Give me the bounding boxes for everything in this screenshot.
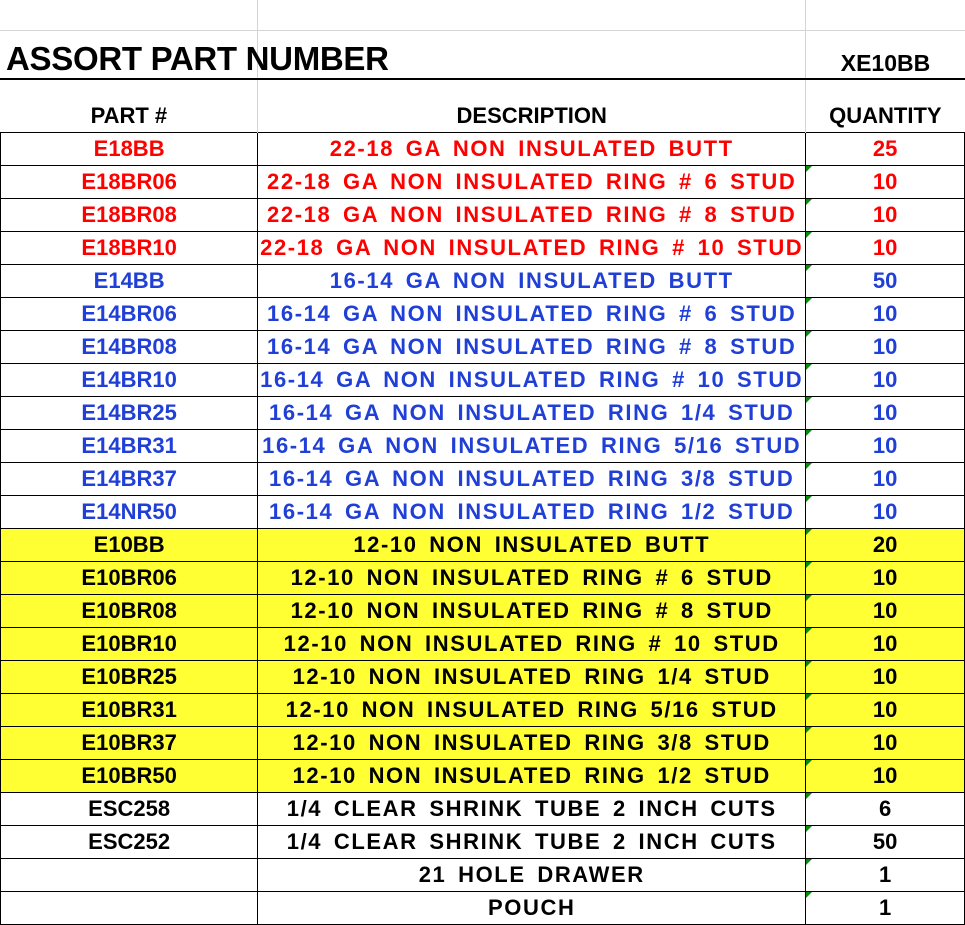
quantity-value: 10 — [872, 334, 898, 359]
quantity-cell[interactable] — [806, 496, 965, 529]
quantity-value: 1 — [878, 862, 892, 887]
part-number-cell[interactable]: E18BR06 — [1, 166, 258, 199]
part-number-cell[interactable]: E10BR06 — [1, 562, 258, 595]
quantity-cell[interactable] — [806, 397, 965, 430]
quantity-value: 10 — [872, 466, 898, 491]
table-row — [1, 331, 965, 364]
quantity-cell[interactable] — [806, 859, 965, 892]
quantity-cell[interactable] — [806, 727, 965, 760]
quantity-cell[interactable] — [806, 529, 965, 562]
number-stored-as-text-indicator-icon — [806, 430, 812, 436]
quantity-cell[interactable] — [806, 364, 965, 397]
number-stored-as-text-indicator-icon — [806, 562, 812, 568]
description-cell[interactable]: 12-10 NON INSULATED BUTT — [258, 529, 806, 562]
quantity-value: 10 — [872, 697, 898, 722]
quantity-cell[interactable] — [806, 265, 965, 298]
quantity-value: 6 — [878, 796, 892, 821]
quantity-cell[interactable] — [806, 463, 965, 496]
quantity-cell[interactable] — [806, 298, 965, 331]
quantity-cell[interactable] — [806, 826, 965, 859]
part-number-cell[interactable]: E18BR08 — [1, 199, 258, 232]
part-number-cell[interactable]: E18BB — [1, 133, 258, 166]
quantity-cell[interactable] — [806, 760, 965, 793]
table-row — [1, 430, 965, 463]
table-row — [1, 397, 965, 430]
quantity-cell[interactable] — [806, 793, 965, 826]
quantity-cell[interactable] — [806, 430, 965, 463]
description-cell[interactable]: 12-10 NON INSULATED RING # 6 STUD — [258, 562, 806, 595]
table-row — [1, 265, 965, 298]
quantity-value: 1 — [878, 895, 892, 920]
quantity-cell[interactable] — [806, 694, 965, 727]
title-underline — [0, 78, 965, 80]
part-number-cell[interactable]: E18BR10 — [1, 232, 258, 265]
description-cell[interactable]: 22-18 GA NON INSULATED RING # 10 STUD — [258, 232, 806, 265]
table-row — [1, 826, 965, 859]
quantity-value: 10 — [872, 730, 898, 755]
quantity-cell[interactable] — [806, 133, 965, 166]
part-number-cell[interactable]: E14BR08 — [1, 331, 258, 364]
number-stored-as-text-indicator-icon — [806, 793, 812, 799]
description-cell[interactable]: 12-10 NON INSULATED RING # 10 STUD — [258, 628, 806, 661]
number-stored-as-text-indicator-icon — [806, 265, 812, 271]
number-stored-as-text-indicator-icon — [806, 364, 812, 370]
quantity-value: 10 — [872, 367, 898, 392]
table-row — [1, 298, 965, 331]
number-stored-as-text-indicator-icon — [806, 661, 812, 667]
quantity-value: 50 — [872, 268, 898, 293]
table-row — [1, 760, 965, 793]
number-stored-as-text-indicator-icon — [806, 199, 812, 205]
part-number-header: PART # — [1, 99, 258, 133]
description-cell[interactable]: 12-10 NON INSULATED RING 1/2 STUD — [258, 760, 806, 793]
description-cell[interactable]: 1/4 CLEAR SHRINK TUBE 2 INCH CUTS — [258, 826, 806, 859]
description-cell[interactable]: 22-18 GA NON INSULATED RING # 8 STUD — [258, 199, 806, 232]
number-stored-as-text-indicator-icon — [806, 463, 812, 469]
description-cell[interactable]: 16-14 GA NON INSULATED RING # 8 STUD — [258, 331, 806, 364]
part-number-cell[interactable]: E14BR31 — [1, 430, 258, 463]
part-number-cell[interactable]: E14BR10 — [1, 364, 258, 397]
table-row — [1, 463, 965, 496]
quantity-value: 10 — [872, 565, 898, 590]
part-number-cell[interactable]: E14BR25 — [1, 397, 258, 430]
part-number-cell[interactable]: ESC252 — [1, 826, 258, 859]
description-cell[interactable]: 12-10 NON INSULATED RING # 8 STUD — [258, 595, 806, 628]
quantity-cell[interactable] — [806, 232, 965, 265]
quantity-cell[interactable] — [806, 661, 965, 694]
parts-table — [0, 99, 965, 925]
description-cell[interactable]: 12-10 NON INSULATED RING 1/4 STUD — [258, 661, 806, 694]
part-number-cell[interactable]: E10BB — [1, 529, 258, 562]
quantity-value: 50 — [872, 829, 898, 854]
quantity-value: 10 — [872, 763, 898, 788]
quantity-value: 10 — [872, 631, 898, 656]
description-cell[interactable]: 16-14 GA NON INSULATED RING 3/8 STUD — [258, 463, 806, 496]
part-number-cell[interactable]: E14BR37 — [1, 463, 258, 496]
description-header: DESCRIPTION — [258, 99, 806, 133]
table-row — [1, 661, 965, 694]
quantity-header: QUANTITY — [806, 99, 965, 133]
number-stored-as-text-indicator-icon — [806, 595, 812, 601]
number-stored-as-text-indicator-icon — [806, 628, 812, 634]
sheet-title: ASSORT PART NUMBER — [6, 40, 389, 77]
quantity-value: 10 — [872, 499, 898, 524]
description-cell[interactable]: 12-10 NON INSULATED RING 5/16 STUD — [258, 694, 806, 727]
number-stored-as-text-indicator-icon — [806, 760, 812, 766]
table-row — [1, 529, 965, 562]
table-row — [1, 364, 965, 397]
part-number-cell[interactable]: E14BR06 — [1, 298, 258, 331]
part-number-cell[interactable]: E10BR25 — [1, 661, 258, 694]
quantity-value: 10 — [872, 202, 898, 227]
description-cell[interactable]: POUCH — [258, 892, 806, 925]
table-row — [1, 496, 965, 529]
quantity-value: 10 — [872, 169, 898, 194]
table-row — [1, 199, 965, 232]
part-number-cell[interactable] — [1, 892, 258, 925]
quantity-value: 10 — [872, 400, 898, 425]
description-cell[interactable]: 16-14 GA NON INSULATED RING # 10 STUD — [258, 364, 806, 397]
table-row — [1, 628, 965, 661]
table-row — [1, 232, 965, 265]
description-cell[interactable]: 21 HOLE DRAWER — [258, 859, 806, 892]
table-row — [1, 694, 965, 727]
number-stored-as-text-indicator-icon — [806, 727, 812, 733]
part-number-cell[interactable]: E10BR50 — [1, 760, 258, 793]
quantity-value: 25 — [872, 136, 898, 161]
description-cell[interactable]: 22-18 GA NON INSULATED BUTT — [258, 133, 806, 166]
description-cell[interactable]: 16-14 GA NON INSULATED RING 1/4 STUD — [258, 397, 806, 430]
number-stored-as-text-indicator-icon — [806, 529, 812, 535]
table-row — [1, 892, 965, 925]
quantity-value: 10 — [872, 433, 898, 458]
number-stored-as-text-indicator-icon — [806, 826, 812, 832]
description-cell[interactable]: 12-10 NON INSULATED RING 3/8 STUD — [258, 727, 806, 760]
number-stored-as-text-indicator-icon — [806, 694, 812, 700]
header-row — [1, 99, 965, 133]
table-row — [1, 595, 965, 628]
table-row — [1, 562, 965, 595]
quantity-value: 10 — [872, 664, 898, 689]
number-stored-as-text-indicator-icon — [806, 397, 812, 403]
quantity-value: 20 — [872, 532, 898, 557]
table-row — [1, 727, 965, 760]
table-row — [1, 133, 965, 166]
table-row — [1, 859, 965, 892]
number-stored-as-text-indicator-icon — [806, 331, 812, 337]
description-cell[interactable]: 16-14 GA NON INSULATED RING 5/16 STUD — [258, 430, 806, 463]
number-stored-as-text-indicator-icon — [806, 298, 812, 304]
part-number-cell[interactable]: E10BR10 — [1, 628, 258, 661]
number-stored-as-text-indicator-icon — [806, 232, 812, 238]
part-number-cell[interactable]: E10BR31 — [1, 694, 258, 727]
description-cell[interactable]: 22-18 GA NON INSULATED RING # 6 STUD — [258, 166, 806, 199]
number-stored-as-text-indicator-icon — [806, 496, 812, 502]
quantity-value: 10 — [872, 598, 898, 623]
gridline — [0, 30, 965, 31]
quantity-cell[interactable] — [806, 331, 965, 364]
quantity-cell[interactable] — [806, 562, 965, 595]
part-number-cell[interactable]: E10BR37 — [1, 727, 258, 760]
table-row — [1, 793, 965, 826]
quantity-cell[interactable] — [806, 892, 965, 925]
part-number-cell[interactable] — [1, 859, 258, 892]
table-row — [1, 166, 965, 199]
number-stored-as-text-indicator-icon — [806, 166, 812, 172]
description-cell[interactable]: 16-14 GA NON INSULATED BUTT — [258, 265, 806, 298]
description-cell[interactable]: 1/4 CLEAR SHRINK TUBE 2 INCH CUTS — [258, 793, 806, 826]
description-cell[interactable]: 16-14 GA NON INSULATED RING 1/2 STUD — [258, 496, 806, 529]
quantity-cell[interactable] — [806, 628, 965, 661]
part-number-cell[interactable]: E10BR08 — [1, 595, 258, 628]
number-stored-as-text-indicator-icon — [806, 892, 812, 898]
table-body — [1, 133, 965, 925]
part-number-cell[interactable]: E14NR50 — [1, 496, 258, 529]
quantity-cell[interactable] — [806, 199, 965, 232]
quantity-cell[interactable] — [806, 595, 965, 628]
number-stored-as-text-indicator-icon — [806, 859, 812, 865]
quantity-value: 10 — [872, 235, 898, 260]
quantity-cell[interactable] — [806, 166, 965, 199]
part-number-cell[interactable]: ESC258 — [1, 793, 258, 826]
description-cell[interactable]: 16-14 GA NON INSULATED RING # 6 STUD — [258, 298, 806, 331]
quantity-value: 10 — [872, 301, 898, 326]
assort-number: XE10BB — [840, 50, 931, 76]
part-number-cell[interactable]: E14BB — [1, 265, 258, 298]
